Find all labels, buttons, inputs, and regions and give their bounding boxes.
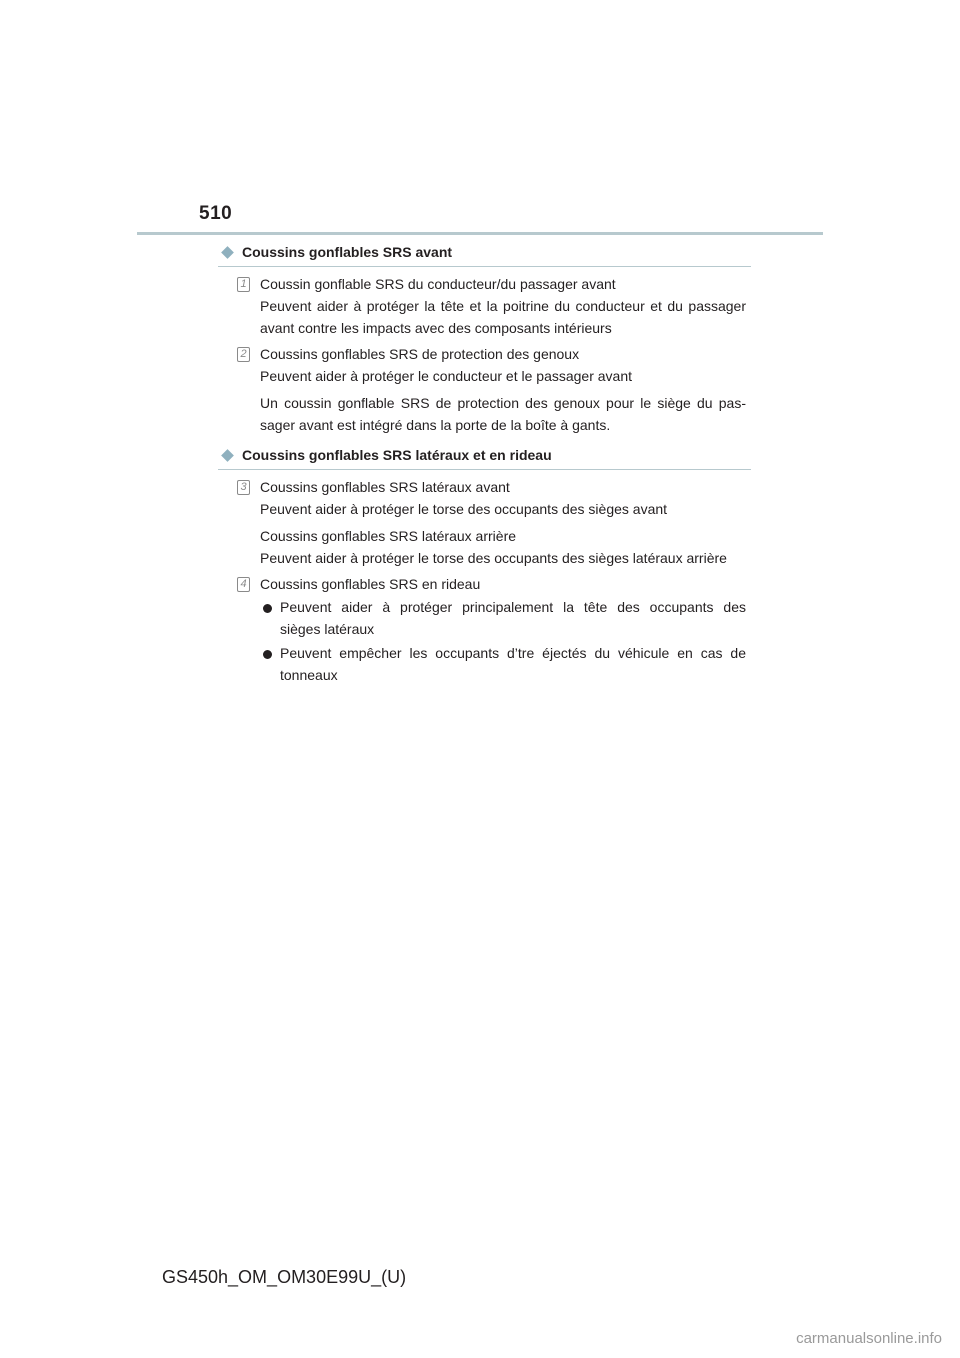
bullet-text: Peuvent aider à protéger principalement la tête des occupants des xyxy=(280,599,746,615)
item-text: Peuvent aider à protéger le conducteur et le passager avant xyxy=(260,368,633,384)
section-title-text: Coussins gonflables SRS latéraux et en rideau xyxy=(242,447,552,463)
section-rule xyxy=(218,469,751,470)
item-note: Un coussin gonflable SRS de protection des genoux pour le siège du pas- xyxy=(260,395,746,411)
footer-code: GS450h_OM_OM30E99U_(U) xyxy=(162,1267,407,1287)
section-rule xyxy=(218,266,751,267)
watermark: carmanualsonline.info xyxy=(796,1330,942,1347)
item-number-badge: 3 xyxy=(237,480,250,495)
diamond-icon xyxy=(221,246,234,259)
bullet-text: Peuvent empêcher les occupants d’tre éjectés du véhicule en cas de xyxy=(280,645,746,661)
bullet-text: sièges latéraux xyxy=(280,621,375,637)
item-number-badge: 1 xyxy=(237,277,250,292)
item-number-badge: 4 xyxy=(237,577,250,592)
section-title xyxy=(222,244,452,260)
item-heading: Coussins gonflables SRS en rideau xyxy=(260,576,481,592)
item-text: Peuvent aider à protéger le torse des occupants des sièges avant xyxy=(260,501,668,517)
item-text: Peuvent aider à protéger le torse des occupants des sièges latéraux arrière xyxy=(260,550,727,566)
bullet-text: tonneaux xyxy=(280,667,338,683)
item-subheading: Coussins gonflables SRS latéraux arrière xyxy=(260,528,517,544)
item-number-badge: 2 xyxy=(237,347,250,362)
item-heading: Coussins gonflables SRS latéraux avant xyxy=(260,479,510,495)
item-text: avant contre les impacts avec des composants intérieurs xyxy=(260,320,612,336)
item-heading: Coussins gonflables SRS de protection des genoux xyxy=(260,346,580,362)
bullet-icon xyxy=(263,650,272,659)
item-note: sager avant est intégré dans la porte de la boîte à gants. xyxy=(260,417,611,433)
section-title xyxy=(222,447,552,463)
page-number: 510 xyxy=(199,203,233,224)
bullet-icon xyxy=(263,604,272,613)
item-heading: Coussin gonflable SRS du conducteur/du passager avant xyxy=(260,276,616,292)
item-text: Peuvent aider à protéger la tête et la poitrine du conducteur et du passager xyxy=(260,298,746,314)
section-title-text: Coussins gonflables SRS avant xyxy=(242,244,453,260)
diamond-icon xyxy=(221,449,234,462)
header-rule xyxy=(137,232,823,235)
